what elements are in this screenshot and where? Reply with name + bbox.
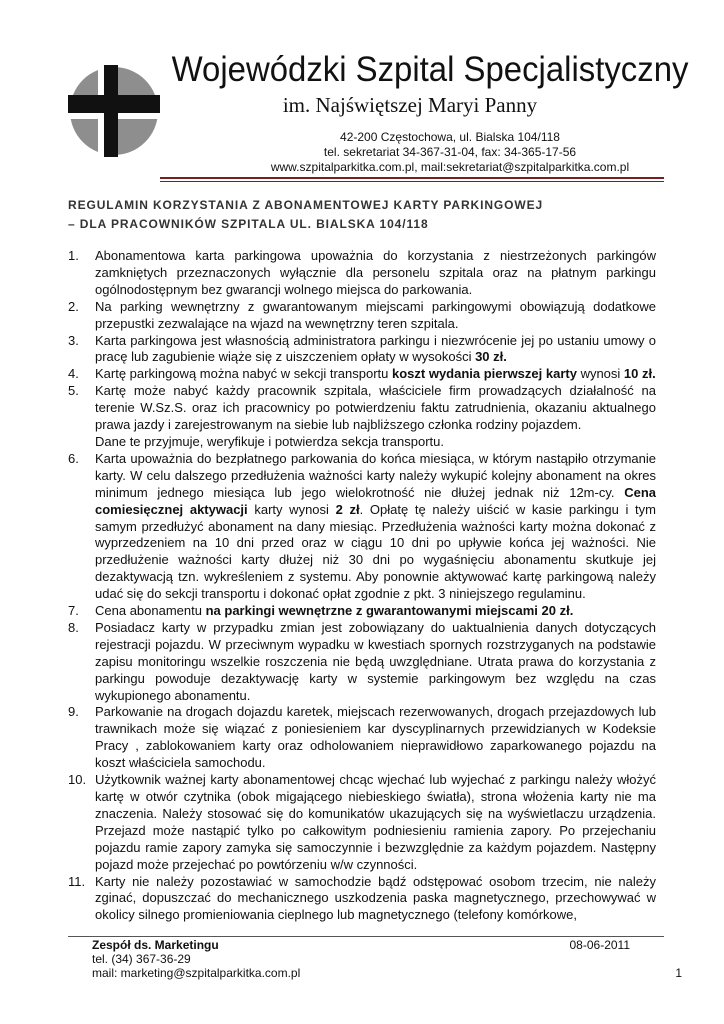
item-bold-2: 10 zł. <box>623 366 656 382</box>
item-number: 6. <box>68 450 79 466</box>
item-bold: koszt wydania pierwszej karty <box>391 366 577 382</box>
item-text: Użytkownik ważnej karty abonamentowej chcąc wjechać lub wyjechać z parkingu należy włożyć kartę w otwór czytnika (obok migającego niebieskiego światła), strona włożenia karty nie ma znaczenia. Należy stosować się do komunikatów ukazujących się na wyświetlaczu urządzenia. Przejazd może nastąpić tylko po całkowitym podniesieniu ramienia zapory. Po przejechaniu pojazdu ramie zapory zamyka się samoczynnie i bezwzględnie za każdym pojazdem. Następny pojazd może przejechać po powtórzeniu w/w czynności. <box>95 772 656 872</box>
footer-phone: tel. (34) 367-36-29 <box>92 952 191 966</box>
footer-divider <box>68 936 664 937</box>
item-number: 4. <box>68 366 79 382</box>
item-text: Kartę parkingową można nabyć w sekcji transportu <box>95 366 392 382</box>
list-item <box>68 620 656 705</box>
item-number: 2. <box>68 298 79 314</box>
item-text: Parkowanie na drogach dojazdu karetek, miejscach rezerwowanych, drogach przejazdowych lub trawnikach może się wiązać z poniesieniem kar dyscyplinarnych przewidzianych w Kodeksie Pracy , zablokowaniem karty oraz odholowaniem nieprawidłowo zaparkowanego pojazdu na koszt właściciela samochodu. <box>95 704 656 771</box>
hospital-subtitle: im. Najświętszej Maryi Panny <box>282 93 538 117</box>
item-number: 10. <box>68 772 87 788</box>
title-line-2: – DLA PRACOWNIKÓW SZPITALA UL. BIALSKA 104/118 <box>68 217 429 231</box>
web-line: www.szpitalparkitka.com.pl, mail:sekretariat@szpitalparkitka.com.pl <box>270 160 630 174</box>
item-text-after: wynosi <box>576 366 624 382</box>
item-note: Dane te przyjmuje, weryfikuje i potwierdza sekcja transportu. <box>95 433 444 449</box>
list-item <box>68 704 656 772</box>
item-text: Abonamentowa karta parkingowa upoważnia do korzystania z niestrzeżonych parkingów zamkniętych przeznaczonych wyłącznie dla personelu szpitala oraz na płatnym parkingu ogólnodostępnym bez gwarancji wolnego miejsca do parkowania. <box>95 248 656 297</box>
cross-logo-icon <box>68 65 160 157</box>
page-footer <box>92 938 652 980</box>
list-item <box>68 451 656 603</box>
item-number: 9. <box>68 704 79 720</box>
item-bold: 30 zł. <box>475 349 507 365</box>
item-number: 8. <box>68 619 79 635</box>
list-item <box>68 874 656 925</box>
list-item <box>68 383 656 451</box>
item-number: 3. <box>68 332 79 348</box>
hospital-contact <box>240 130 660 175</box>
item-text: Na parking wewnętrzny z gwarantowanym miejscami parkingowymi obowiązują dodatkowe przepustki zezwalające na wjazd na wewnętrzny teren szpitala. <box>95 298 656 331</box>
list-item <box>68 333 656 367</box>
hospital-name: Wojewódzki Szpital Specjalistyczny <box>171 50 689 89</box>
item-number: 1. <box>68 248 79 263</box>
item-text: Cena abonamentu <box>95 603 206 619</box>
rules-list <box>68 248 656 924</box>
list-item <box>68 772 656 873</box>
header-divider-thin <box>160 181 664 182</box>
phone-line: tel. sekretariat 34-367-31-04, fax: 34-365-17-56 <box>323 145 577 159</box>
title-line-1: REGULAMIN KORZYSTANIA Z ABONAMENTOWEJ KARTY PARKINGOWEJ <box>68 198 544 212</box>
item-text-b: karty wynosi <box>247 501 336 517</box>
item-text-c: . Opłatę tę należy uiścić w kasie parkingu i tym samym przedłużyć abonament na dany miesiąc. Przedłużenia ważności karty można dokonać z wyprzedzeniem na 10 dni przed oraz w ciągu 10 dni po upływie końca jej ważności. Nie przedłużenie ważności karty dłużej niż 30 dni po wygaśnięciu abonamentu skutkuje jej dezaktywacją tzn. wykreśleniem z systemu. Aby ponownie aktywować kartę parkingową należy udać się do sekcji transportu i dokonać opłat zgodnie z pkt. 3 niniejszego regulaminu. <box>95 501 656 602</box>
document-title <box>68 196 668 234</box>
item-bold: na parkingi wewnętrzne z gwarantowanymi miejscami 20 zł. <box>205 603 574 619</box>
footer-team: Zespół ds. Marketingu <box>92 938 219 952</box>
list-item <box>68 299 656 333</box>
item-text: Karta parkingowa jest własnością administratora parkingu i niezwrócenie jej po ustaniu umowy o pracę lub zagubienie wiąże się z uiszczeniem opłaty w wysokości <box>95 332 656 365</box>
header-divider <box>160 177 664 179</box>
item-bold-2: 2 zł <box>335 501 360 517</box>
item-text: Karta upoważnia do bezpłatnego parkowania do końca miesiąca, w którym nastąpiło otrzymanie karty. W celu dalszego przedłużenia ważności karty należy wykupić kolejny abonament na okres minimum jednego miesiąca lub jego wielokrotność nie dłużej jednak niż 12m-cy. <box>95 450 656 500</box>
page-number: 1 <box>675 966 682 980</box>
item-bold: Cena comiesięcznej aktywacji <box>95 484 656 517</box>
list-item <box>68 366 656 383</box>
item-text: Posiadacz karty w przypadku zmian jest zobowiązany do uaktualnienia danych dotyczących rejestracji pojazdu. W przeciwnym wypadku w kwestiach spornych rozstrzyganych na podstawie zapisu monitoringu wszelkie roszczenia nie będą uwzględniane. Utrata prawa do korzystania z parkingu powoduje dezaktywację karty w systemie parkingowym bez względu na czas wykupionego abonamentu. <box>95 619 656 703</box>
item-number: 7. <box>68 603 79 619</box>
address-line: 42-200 Częstochowa, ul. Bialska 104/118 <box>340 130 560 144</box>
item-text: Kartę może nabyć każdy pracownik szpitala, właściciele firm prowadzących działalność na terenie W.Sz.S. oraz ich pracownicy po potwierdzeniu faktu zatrudnienia, okazaniu aktualnego prawa jazdy i zarejestrowanym na siebie lub najbliższego członka rodziny pojazdem. <box>95 383 656 433</box>
list-item <box>68 248 656 299</box>
footer-date: 08-06-2011 <box>569 938 630 952</box>
footer-mail: mail: marketing@szpitalparkitka.com.pl <box>92 966 301 980</box>
list-item <box>68 603 656 620</box>
item-text: Karty nie należy pozostawiać w samochodzie bądź odstępować osobom trzecim, nie należy zginać, dopuszczać do mechanicznego uszkodzenia paska magnetycznego, przechowywać w okolicy silnego promieniowania cieplnego lub magnetycznego (telefony komórkowe, <box>95 873 656 923</box>
item-number: 5. <box>68 383 79 399</box>
item-number: 11. <box>68 873 86 889</box>
